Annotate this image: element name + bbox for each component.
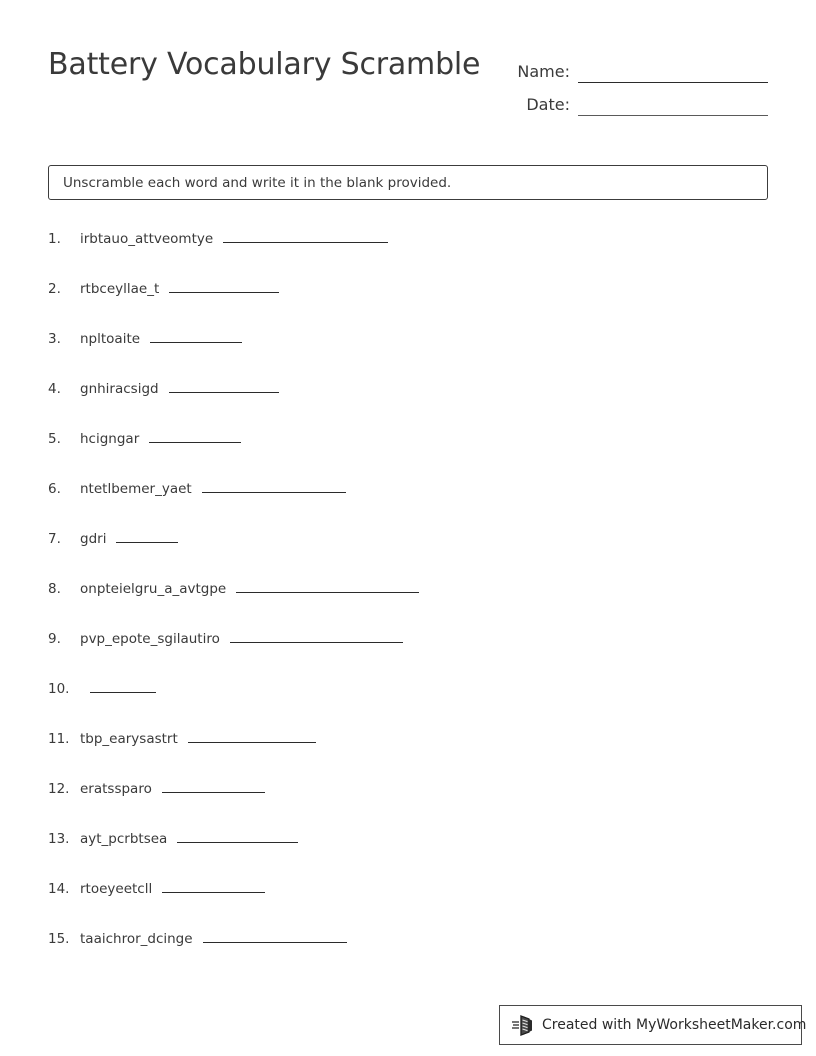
scramble-item-number: 8. [48, 581, 61, 597]
scramble-item-list [48, 228, 768, 978]
scramble-item-number: 15. [48, 931, 70, 947]
answer-blank-line[interactable] [177, 828, 298, 843]
scramble-item-row [48, 278, 768, 328]
name-input-line[interactable] [578, 62, 768, 83]
scramble-item-number: 5. [48, 431, 61, 447]
scramble-item-row [48, 878, 768, 928]
name-field-row [510, 50, 768, 83]
answer-blank-line[interactable] [149, 428, 241, 443]
name-label: Name: [517, 62, 570, 81]
scramble-item-number: 11. [48, 731, 70, 747]
footer-attribution-badge[interactable] [499, 1005, 807, 1045]
scramble-item-number: 3. [48, 331, 61, 347]
answer-blank-line[interactable] [90, 678, 156, 693]
scrambled-word: ntetlbemer_yaet [80, 481, 192, 497]
answer-blank-line[interactable] [162, 778, 265, 793]
scrambled-word: tbp_earysastrt [80, 731, 178, 747]
answer-blank-line[interactable] [202, 478, 346, 493]
scramble-item-row [48, 728, 768, 778]
scrambled-word: eratssparo [80, 781, 152, 797]
scramble-item-row [48, 328, 768, 378]
answer-blank-line[interactable] [162, 878, 265, 893]
scramble-item-number: 13. [48, 831, 70, 847]
scramble-item-row [48, 528, 768, 578]
scramble-item-number: 4. [48, 381, 61, 397]
answer-blank-line[interactable] [116, 528, 178, 543]
scrambled-word: rtbceyllae_t [80, 281, 160, 297]
scrambled-word: onpteielgru_a_avtgpe [80, 581, 227, 597]
scramble-item-row [48, 778, 768, 828]
answer-blank-line[interactable] [188, 728, 316, 743]
scrambled-word: gdri [80, 531, 107, 547]
scramble-item-number: 2. [48, 281, 61, 297]
date-input-line[interactable] [578, 95, 768, 116]
answer-blank-line[interactable] [236, 578, 419, 593]
scramble-item-row [48, 678, 768, 728]
answer-blank-line[interactable] [223, 228, 388, 243]
scrambled-word: npltoaite [80, 331, 141, 347]
scrambled-word: ayt_pcrbtsea [80, 831, 168, 847]
scramble-item-row [48, 428, 768, 478]
scramble-item-number: 1. [48, 231, 61, 247]
scramble-item-number: 14. [48, 881, 70, 897]
scrambled-word: gnhiracsigd [80, 381, 159, 397]
scrambled-word: taaichror_dcinge [80, 931, 193, 947]
scramble-item-row [48, 378, 768, 428]
student-meta-fields [510, 50, 768, 116]
scramble-item-row [48, 478, 768, 528]
scramble-item-number: 7. [48, 531, 61, 547]
scrambled-word: pvp_epote_sgilautiro [80, 631, 220, 647]
date-label: Date: [526, 95, 570, 114]
scramble-item-number: 9. [48, 631, 61, 647]
footer-attribution-text: Created with MyWorksheetMaker.com [542, 1017, 807, 1033]
scramble-item-number: 6. [48, 481, 61, 497]
scramble-item-number: 12. [48, 781, 70, 797]
page-title: Battery Vocabulary Scramble [48, 47, 481, 82]
answer-blank-line[interactable] [169, 378, 279, 393]
instruction-text: Unscramble each word and write it in the blank provided. [63, 174, 452, 191]
instruction-box [48, 165, 768, 200]
scrambled-word: irbtauo_attveomtye [80, 231, 214, 247]
date-field-row [510, 83, 768, 116]
worksheet-header [48, 44, 768, 124]
answer-blank-line[interactable] [203, 928, 347, 943]
scramble-item-row [48, 928, 768, 978]
scrambled-word: hcigngar [80, 431, 140, 447]
worksheet-maker-logo-icon [512, 1013, 534, 1037]
answer-blank-line[interactable] [150, 328, 242, 343]
scramble-item-row [48, 228, 768, 278]
scramble-item-row [48, 578, 768, 628]
scramble-item-number: 10. [48, 681, 70, 697]
scrambled-word: rtoeyeetcll [80, 881, 153, 897]
answer-blank-line[interactable] [230, 628, 403, 643]
answer-blank-line[interactable] [169, 278, 279, 293]
scramble-item-row [48, 828, 768, 878]
scramble-item-row [48, 628, 768, 678]
